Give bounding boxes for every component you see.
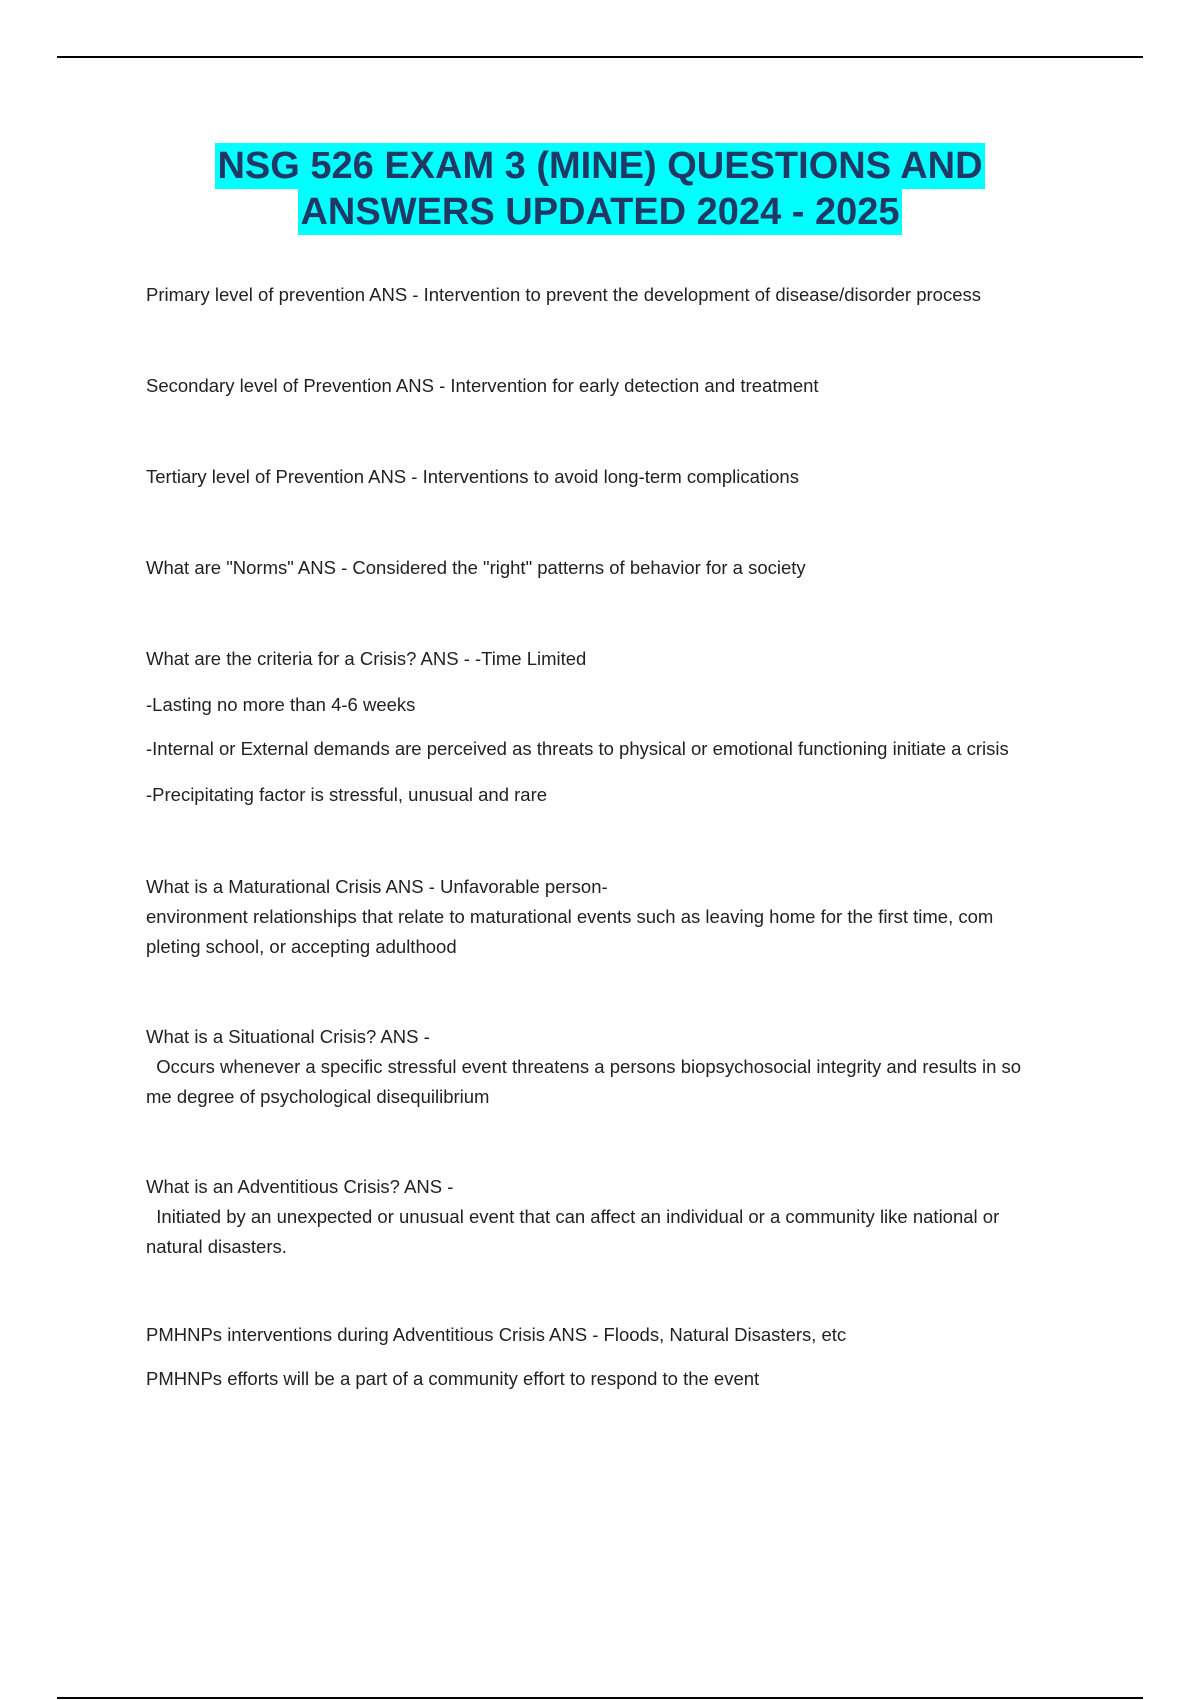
qa-item-tertiary-prevention: [146, 462, 1096, 492]
qa-line: Initiated by an unexpected or unusual event that can affect an individual or a community like national or: [146, 1206, 1000, 1227]
qa-item-primary-prevention: [146, 280, 1096, 310]
qa-text: PMHNPs interventions during Adventitious Crisis ANS - Floods, Natural Disasters, etc: [146, 1324, 847, 1345]
title-line-1: NSG 526 EXAM 3 (MINE) QUESTIONS AND: [217, 145, 983, 187]
qa-line: What is a Maturational Crisis ANS - Unfavorable person-: [146, 876, 608, 897]
qa-item-adventitious-crisis: [146, 1172, 1096, 1262]
qa-text: What are the criteria for a Crisis? ANS - -Time Limited: [146, 648, 587, 669]
qa-line: pleting school, or accepting adulthood: [146, 936, 457, 957]
qa-item-situational-crisis: [146, 1022, 1096, 1112]
qa-text: Primary level of prevention ANS - Intervention to prevent the development of disease/disorder process: [146, 284, 981, 305]
qa-line: What is an Adventitious Crisis? ANS -: [146, 1176, 454, 1197]
qa-item-secondary-prevention: [146, 371, 1096, 401]
qa-extra-line: -Internal or External demands are perceived as threats to physical or emotional functioning initiate a crisis: [146, 738, 1009, 759]
qa-line: natural disasters.: [146, 1236, 287, 1257]
qa-item-crisis-criteria: [146, 644, 1096, 810]
qa-extra-line: -Precipitating factor is stressful, unusual and rare: [146, 784, 548, 805]
qa-line: me degree of psychological disequilibrium: [146, 1086, 490, 1107]
qa-item-norms: [146, 553, 1096, 583]
qa-line: What is a Situational Crisis? ANS -: [146, 1026, 430, 1047]
top-rule: [57, 56, 1143, 58]
qa-extra-line: PMHNPs efforts will be a part of a community effort to respond to the event: [146, 1368, 760, 1389]
qa-line: environment relationships that relate to maturational events such as leaving home for the first time, com: [146, 906, 994, 927]
title-line-2: ANSWERS UPDATED 2024 - 2025: [300, 191, 900, 233]
qa-line: Occurs whenever a specific stressful event threatens a persons biopsychosocial integrity and results in so: [146, 1056, 1022, 1077]
qa-text: Tertiary level of Prevention ANS - Interventions to avoid long-term complications: [146, 466, 799, 487]
qa-item-maturational-crisis: [146, 872, 1096, 962]
document-title: [0, 143, 1200, 235]
qa-text: Secondary level of Prevention ANS - Intervention for early detection and treatment: [146, 375, 819, 396]
bottom-rule: [57, 1697, 1143, 1699]
qa-text: What are "Norms" ANS - Considered the "right" patterns of behavior for a society: [146, 557, 806, 578]
qa-extra-line: -Lasting no more than 4-6 weeks: [146, 694, 416, 715]
qa-item-pmhnp-interventions: [146, 1320, 1096, 1394]
